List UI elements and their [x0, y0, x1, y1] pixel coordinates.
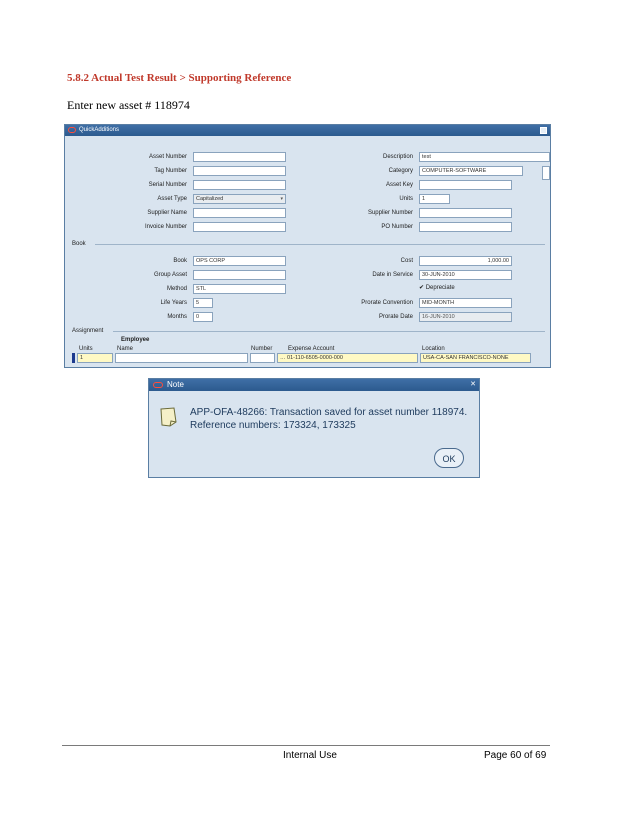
asset-number-field[interactable]: [193, 152, 286, 162]
window-titlebar: [65, 125, 550, 136]
book-section-label: Book: [72, 241, 86, 247]
col-number: Number: [251, 346, 273, 352]
note-title: Note: [167, 380, 184, 389]
oracle-logo-icon: [153, 382, 163, 388]
asset-type-value: Capitalized: [196, 196, 224, 202]
list-of-values-icon[interactable]: …: [280, 355, 288, 361]
units-label: Units: [399, 196, 413, 202]
book-divider: [95, 244, 545, 245]
group-asset-field[interactable]: [193, 270, 286, 280]
location-field[interactable]: USA-CA-SAN FRANCISCO-NONE: [420, 353, 531, 363]
serial-number-field[interactable]: [193, 180, 286, 190]
quick-additions-window: [64, 124, 551, 368]
assignment-divider: [113, 331, 545, 332]
col-expense-account: Expense Account: [288, 346, 335, 352]
col-name: Name: [117, 346, 134, 352]
intro-text: Enter new asset # 118974: [67, 98, 190, 112]
ok-button[interactable]: OK: [434, 448, 464, 468]
note-message-line2: Reference numbers: 173324, 173325: [190, 420, 356, 431]
date-in-service-label: Date in Service: [372, 272, 413, 278]
assignment-section-label: Assignment: [72, 328, 104, 334]
tag-number-field[interactable]: [193, 166, 286, 176]
note-message-line1: APP-OFA-48266: Transaction saved for asset number 118974.: [190, 407, 468, 418]
depreciate-label: Depreciate: [425, 285, 455, 291]
invoice-number-label: Invoice Number: [144, 224, 187, 230]
assignment-number-field[interactable]: [250, 353, 275, 363]
asset-type-label: Asset Type: [157, 196, 187, 202]
supplier-name-label: Supplier Name: [147, 210, 187, 216]
tag-number-label: Tag Number: [154, 168, 187, 174]
note-message: [190, 406, 467, 432]
asset-key-label: Asset Key: [385, 182, 413, 188]
category-extra-field[interactable]: [542, 166, 550, 180]
category-field[interactable]: COMPUTER-SOFTWARE: [419, 166, 523, 176]
cost-field[interactable]: 1,000.00: [419, 256, 512, 266]
invoice-number-field[interactable]: [193, 222, 286, 232]
window-title: QuickAdditions: [79, 127, 120, 133]
assignment-name-field[interactable]: [115, 353, 248, 363]
units-field[interactable]: 1: [419, 194, 450, 204]
po-number-field[interactable]: [419, 222, 512, 232]
prorate-date-label: Prorate Date: [378, 314, 413, 320]
months-label: Months: [167, 314, 187, 320]
supplier-name-field[interactable]: [193, 208, 286, 218]
section-heading: 5.8.2 Actual Test Result > Supporting Reference: [67, 72, 292, 84]
cost-label: Cost: [400, 258, 413, 264]
oracle-logo-icon: [68, 127, 76, 133]
expense-account-value: 01-110-6505-0000-000: [287, 355, 343, 361]
method-label: Method: [166, 286, 187, 292]
footer-page-number: Page 60 of 69: [484, 750, 547, 761]
supplier-number-label: Supplier Number: [367, 210, 413, 216]
note-titlebar: [149, 379, 479, 391]
category-label: Category: [388, 168, 413, 174]
footer-classification: Internal Use: [283, 750, 337, 761]
method-field[interactable]: STL: [193, 284, 286, 294]
note-dialog: [148, 378, 480, 478]
serial-number-label: Serial Number: [148, 182, 187, 188]
description-field[interactable]: test: [419, 152, 550, 162]
life-years-field[interactable]: 5: [193, 298, 213, 308]
assignment-units-field[interactable]: 1: [77, 353, 113, 363]
note-paper-icon: [159, 407, 177, 427]
dropdown-arrow-icon: ▾: [280, 196, 283, 202]
description-label: Description: [382, 154, 413, 160]
checkbox-check-icon: ✔: [419, 285, 425, 291]
col-units: Units: [79, 346, 93, 352]
close-icon[interactable]: ✕: [470, 381, 476, 388]
current-row-indicator: [72, 353, 75, 363]
employee-header: Employee: [121, 337, 150, 343]
col-location: Location: [422, 346, 445, 352]
depreciate-checkbox[interactable]: [419, 284, 455, 291]
maximize-icon[interactable]: [540, 127, 547, 134]
asset-type-select[interactable]: [193, 194, 286, 204]
supplier-number-field[interactable]: [419, 208, 512, 218]
asset-key-field[interactable]: [419, 180, 512, 190]
expense-account-field[interactable]: [277, 353, 418, 363]
prorate-convention-field[interactable]: MID-MONTH: [419, 298, 512, 308]
po-number-label: PO Number: [381, 224, 413, 230]
prorate-date-field[interactable]: 16-JUN-2010: [419, 312, 512, 322]
group-asset-label: Group Asset: [153, 272, 187, 278]
prorate-convention-label: Prorate Convention: [361, 300, 413, 306]
months-field[interactable]: 0: [193, 312, 213, 322]
book-label: Book: [173, 258, 187, 264]
date-in-service-field[interactable]: 30-JUN-2010: [419, 270, 512, 280]
book-field[interactable]: OPS CORP: [193, 256, 286, 266]
footer-divider: [62, 745, 550, 746]
life-years-label: Life Years: [160, 300, 187, 306]
asset-number-label: Asset Number: [148, 154, 187, 160]
